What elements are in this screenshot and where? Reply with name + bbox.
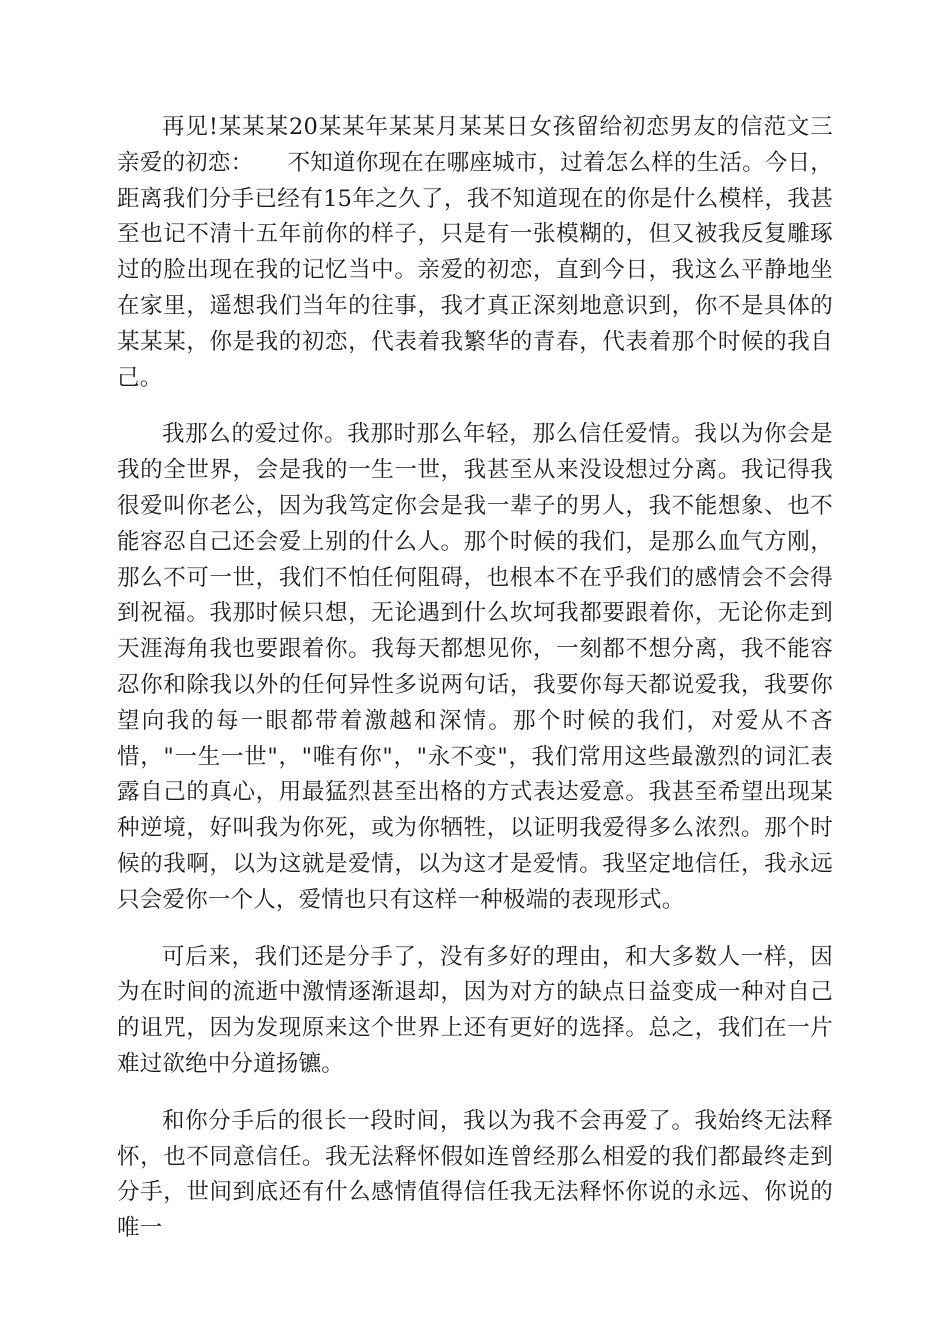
paragraph-4: 和你分手后的很长一段时间，我以为我不会再爱了。我始终无法释怀，也不同意信任。我无法释怀假如连曾经那么相爱的我们都最终走到分手，世间到底还有什么感情值得信任我无法释怀你说的永远、你说的唯一 (117, 1107, 833, 1242)
paragraph-2: 我那么的爱过你。我那时那么年轻，那么信任爱情。我以为你会是我的全世界，会是我的一生一世，我甚至从来没设想过分离。我记得我很爱叫你老公，因为我笃定你会是我一辈子的男人，我不能想象、也不能容忍自己还会爱上别的什么人。那个时候的我们，是那么血气方刚，那么不可一世，我们不怕任何阻碍，也根本不在乎我们的感情会不会得到祝福。我那时候只想，无论遇到什么坎坷我都要跟着你，无论你走到天涯海角我也要跟着你。我每天都想见你，一刻都不想分离，我不能容忍你和除我以外的任何异性多说两句话，我要你每天都说爱我，我要你望向我的每一眼都带着激越和深情。那个时候的我们，对爱从不吝惜，"一生一世"，"唯有你"，"永不变"，我们常用这些最激烈的词汇表露自己的真心，用最猛烈甚至出格的方式表达爱意。我甚至希望出现某种逆境，好叫我为你死，或为你牺牲，以证明我爱得多么浓烈。那个时候的我啊，以为这就是爱情，以为这才是爱情。我坚定地信任，我永远只会爱你一个人，爱情也只有这样一种极端的表现形式。 (117, 421, 833, 913)
document-page (117, 110, 833, 1268)
paragraph-1: 再见!某某某20某某年某某月某某日女孩留给初恋男友的信范文三亲爱的初恋： 不知道你现在在哪座城市，过着怎么样的生活。今日，距离我们分手已经有15年之久了，我不知道现在的你是什么模样，我甚至也记不清十五年前你的样子，只是有一张模糊的，但又被我反复雕琢过的脸出现在我的记忆当中。亲爱的初恋，直到今日，我这么平静地坐在家里，遥想我们当年的往事，我才真正深刻地意识到，你不是具体的某某某，你是我的初恋，代表着我繁华的青春，代表着那个时候的我自己。 (117, 114, 833, 391)
paragraph-3: 可后来，我们还是分手了，没有多好的理由，和大多数人一样，因为在时间的流逝中激情逐渐退却，因为对方的缺点日益变成一种对自己的诅咒，因为发现原来这个世界上还有更好的选择。总之，我们在一片难过欲绝中分道扬镳。 (117, 943, 833, 1077)
